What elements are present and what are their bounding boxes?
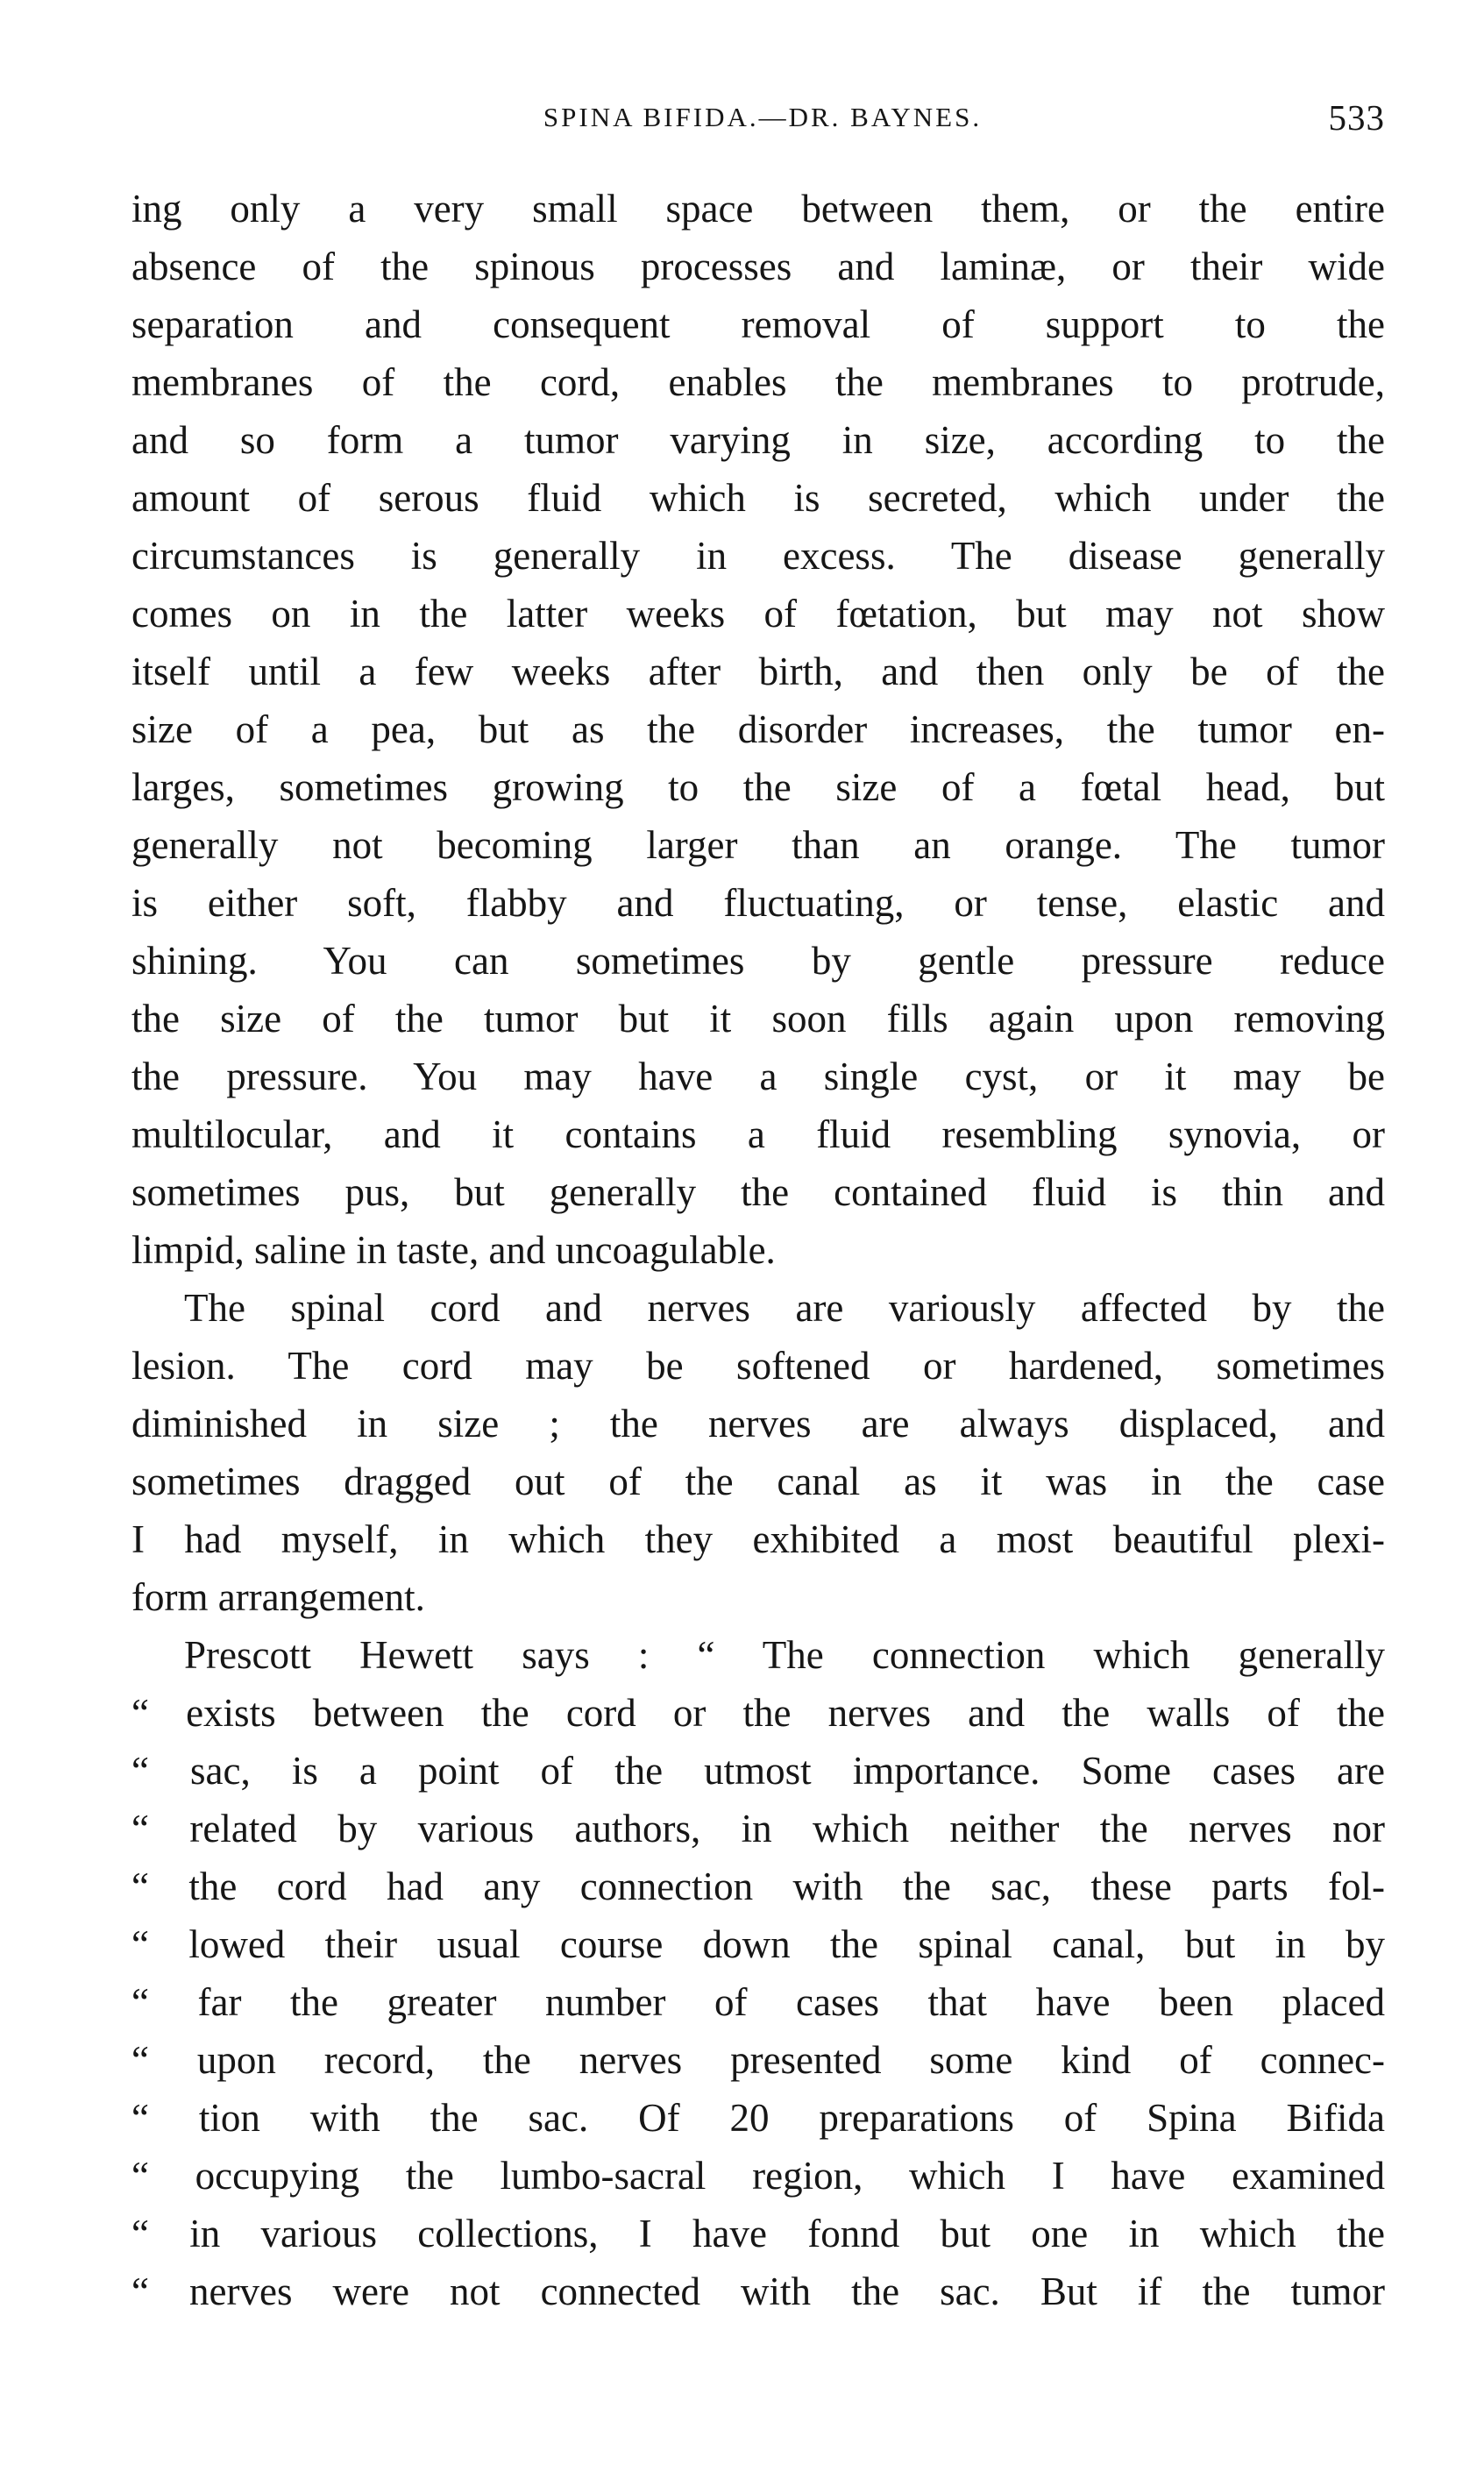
quote-line: “ exists between the cord or the nerves and the walls of the (131, 1691, 1385, 1735)
text-line: itself until a few weeks after birth, and then only be of the (131, 650, 1385, 693)
quote-line: “ in various collections, I have fonnd but one in which the (131, 2212, 1385, 2255)
text-line: I had myself, in which they exhibited a most beautiful plexi- (131, 1517, 1385, 1561)
text-line: is either soft, flabby and fluctuating, or tense, elastic and (131, 881, 1385, 925)
body-text (131, 180, 1385, 2320)
quote-line: “ tion with the sac. Of 20 preparations of Spina Bifida (131, 2096, 1385, 2140)
quote-line: “ lowed their usual course down the spinal canal, but in by (131, 1922, 1385, 1966)
paragraph-first-line: The spinal cord and nerves are variously affected by the (184, 1286, 1385, 1330)
running-head: SPINA BIFIDA.—DR. BAYNES. (543, 102, 983, 132)
text-line: and so form a tumor varying in size, according to the (131, 418, 1385, 462)
text-line: sometimes pus, but generally the contained fluid is thin and (131, 1170, 1385, 1214)
page-header (131, 95, 1394, 147)
paragraph-last-line: limpid, saline in taste, and uncoagulable. (131, 1228, 776, 1272)
text-line: separation and consequent removal of support to the (131, 302, 1385, 346)
text-line: ing only a very small space between them, or the entire (131, 187, 1385, 231)
quote-line: “ occupying the lumbo-sacral region, which I have examined (131, 2154, 1385, 2198)
quote-line: “ nerves were not connected with the sac. But if the tumor (131, 2269, 1385, 2313)
text-line: size of a pea, but as the disorder increases, the tumor en- (131, 707, 1385, 751)
quote-line: “ sac, is a point of the utmost importance. Some cases are (131, 1749, 1385, 1793)
text-line: multilocular, and it contains a fluid resembling synovia, or (131, 1112, 1385, 1156)
text-line: diminished in size ; the nerves are always displaced, and (131, 1402, 1385, 1445)
text-line: amount of serous fluid which is secreted, which under the (131, 476, 1385, 520)
quote-line: “ far the greater number of cases that have been placed (131, 1980, 1385, 2024)
text-line: lesion. The cord may be softened or hardened, sometimes (131, 1344, 1385, 1388)
text-line: the size of the tumor but it soon fills again upon removing (131, 997, 1385, 1041)
text-line: sometimes dragged out of the canal as it was in the case (131, 1460, 1385, 1503)
text-line: generally not becoming larger than an orange. The tumor (131, 823, 1385, 867)
paragraph-first-line: Prescott Hewett says : “ The connection which generally (184, 1633, 1385, 1677)
page-number: 533 (1328, 97, 1385, 138)
text-line: larges, sometimes growing to the size of a fœtal head, but (131, 765, 1385, 809)
quote-line: “ upon record, the nerves presented some kind of connec- (131, 2038, 1385, 2082)
text-line: the pressure. You may have a single cyst, or it may be (131, 1055, 1385, 1098)
text-line: comes on in the latter weeks of fœtation, but may not show (131, 592, 1385, 636)
paragraph-last-line: form arrangement. (131, 1575, 425, 1619)
quote-line: “ related by various authors, in which neither the nerves nor (131, 1807, 1385, 1850)
text-line: shining. You can sometimes by gentle pressure reduce (131, 939, 1385, 983)
quote-line: “ the cord had any connection with the sac, these parts fol- (131, 1865, 1385, 1908)
text-line: membranes of the cord, enables the membranes to protrude, (131, 360, 1385, 404)
text-line: circumstances is generally in excess. The disease generally (131, 534, 1385, 578)
text-line: absence of the spinous processes and laminæ, or their wide (131, 245, 1385, 288)
